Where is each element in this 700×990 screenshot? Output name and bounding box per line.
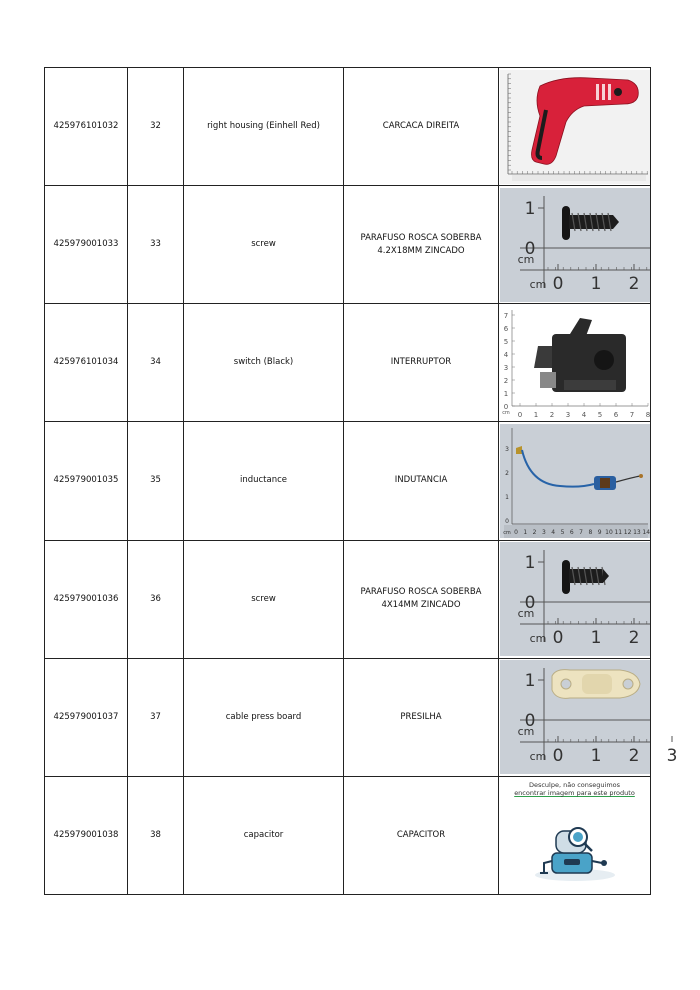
svg-text:4: 4 [581, 410, 586, 419]
svg-text:cm: cm [502, 529, 511, 536]
svg-text:cm: cm [517, 607, 534, 621]
parts-table [44, 67, 677, 895]
description-english: switch (Black) [184, 304, 344, 422]
svg-text:0: 0 [504, 517, 509, 525]
svg-text:0: 0 [513, 528, 518, 536]
svg-text:1: 1 [522, 528, 527, 536]
part-code: 425979001038 [45, 776, 128, 894]
position-number: 37 [128, 658, 184, 776]
svg-text:1: 1 [590, 628, 601, 649]
table-row [45, 776, 651, 894]
svg-text:2: 2 [532, 528, 537, 536]
part-image-cell [499, 68, 651, 186]
svg-text:6: 6 [613, 410, 618, 419]
svg-text:11: 11 [613, 528, 622, 536]
svg-text:14: 14 [641, 528, 650, 536]
description-english: right housing (Einhell Red) [184, 68, 344, 186]
svg-text:cm: cm [529, 750, 546, 764]
robot-magnifier-icon [500, 797, 650, 887]
svg-text:3: 3 [503, 363, 508, 372]
svg-text:cm: cm [501, 409, 510, 416]
description-portuguese: INDUTANCIA [344, 422, 499, 540]
position-number: 36 [128, 540, 184, 658]
part-code: 425979001036 [45, 540, 128, 658]
svg-text:1: 1 [524, 671, 535, 692]
table-row [45, 186, 651, 304]
screw-photo [500, 188, 650, 302]
table-row [45, 658, 651, 776]
svg-text:5: 5 [597, 410, 602, 419]
part-image-cell [499, 422, 651, 540]
table-row [45, 540, 651, 658]
svg-text:1: 1 [590, 273, 601, 294]
description-portuguese: PARAFUSO ROSCA SOBERBA 4X14MM ZINCADO [344, 540, 499, 658]
part-image-cell [499, 658, 677, 776]
svg-text:1: 1 [533, 410, 538, 419]
svg-text:3: 3 [504, 445, 509, 453]
svg-text:6: 6 [503, 324, 508, 333]
part-code: 425979001037 [45, 658, 128, 776]
table-row [45, 304, 651, 422]
position-number: 34 [128, 304, 184, 422]
no-image-text: Desculpe, não conseguimos encontrar imagem para este produto [514, 780, 635, 797]
part-code: 425976101034 [45, 304, 128, 422]
description-english: screw [184, 186, 344, 304]
description-english: capacitor [184, 776, 344, 894]
description-portuguese: PRESILHA [344, 658, 499, 776]
svg-text:3: 3 [666, 746, 677, 767]
description-english: screw [184, 540, 344, 658]
description-portuguese: CAPACITOR [344, 776, 499, 894]
svg-text:10: 10 [604, 528, 613, 536]
part-code: 425979001035 [45, 422, 128, 540]
table-row [45, 422, 651, 540]
svg-text:7: 7 [629, 410, 634, 419]
switch-photo [500, 306, 650, 420]
svg-text:2: 2 [628, 273, 639, 294]
svg-text:7: 7 [503, 311, 508, 320]
svg-text:0: 0 [503, 402, 508, 411]
svg-text:13: 13 [632, 528, 641, 536]
table-row [45, 68, 651, 186]
svg-text:1: 1 [524, 198, 535, 219]
svg-text:5: 5 [560, 528, 564, 536]
svg-text:1: 1 [503, 389, 508, 398]
svg-text:4: 4 [503, 350, 508, 359]
svg-text:4: 4 [550, 528, 555, 536]
svg-text:2: 2 [504, 469, 509, 477]
position-number: 38 [128, 776, 184, 894]
svg-text:8: 8 [645, 410, 650, 419]
part-image-cell [499, 304, 651, 422]
svg-text:2: 2 [628, 628, 639, 649]
svg-text:cm: cm [529, 632, 546, 646]
position-number: 32 [128, 68, 184, 186]
svg-text:9: 9 [597, 528, 602, 536]
svg-text:7: 7 [578, 528, 583, 536]
red-housing-photo [500, 70, 650, 184]
svg-text:0: 0 [524, 238, 535, 259]
svg-text:0: 0 [552, 273, 563, 294]
description-portuguese: PARAFUSO ROSCA SOBERBA 4.2X18MM ZINCADO [344, 186, 499, 304]
svg-text:2: 2 [628, 746, 639, 767]
svg-text:cm: cm [517, 725, 534, 739]
svg-text:cm: cm [517, 252, 534, 266]
position-number: 35 [128, 422, 184, 540]
svg-text:8: 8 [587, 528, 592, 536]
svg-text:0: 0 [524, 711, 535, 732]
inductance-photo [500, 424, 650, 538]
svg-text:5: 5 [503, 337, 508, 346]
svg-text:2: 2 [549, 410, 554, 419]
part-image-cell [499, 186, 651, 304]
svg-text:0: 0 [524, 593, 535, 614]
description-english: cable press board [184, 658, 344, 776]
part-code: 425979001033 [45, 186, 128, 304]
svg-text:0: 0 [552, 746, 563, 767]
no-image-placeholder [499, 781, 650, 892]
svg-text:1: 1 [504, 493, 509, 501]
position-number: 33 [128, 186, 184, 304]
svg-text:6: 6 [569, 528, 574, 536]
description-portuguese: CARCACA DIREITA [344, 68, 499, 186]
svg-text:cm: cm [529, 277, 546, 291]
svg-text:2: 2 [503, 376, 508, 385]
svg-text:3: 3 [541, 528, 546, 536]
cable-clamp-photo [500, 660, 677, 774]
part-code: 425976101032 [45, 68, 128, 186]
svg-text:0: 0 [517, 410, 522, 419]
svg-text:3: 3 [565, 410, 570, 419]
part-image-cell [499, 540, 651, 658]
description-portuguese: INTERRUPTOR [344, 304, 499, 422]
description-english: inductance [184, 422, 344, 540]
svg-text:0: 0 [552, 628, 563, 649]
screw-photo [500, 542, 650, 656]
part-image-cell [499, 776, 651, 894]
svg-text:1: 1 [524, 553, 535, 574]
svg-text:1: 1 [590, 746, 601, 767]
svg-text:12: 12 [623, 528, 631, 536]
